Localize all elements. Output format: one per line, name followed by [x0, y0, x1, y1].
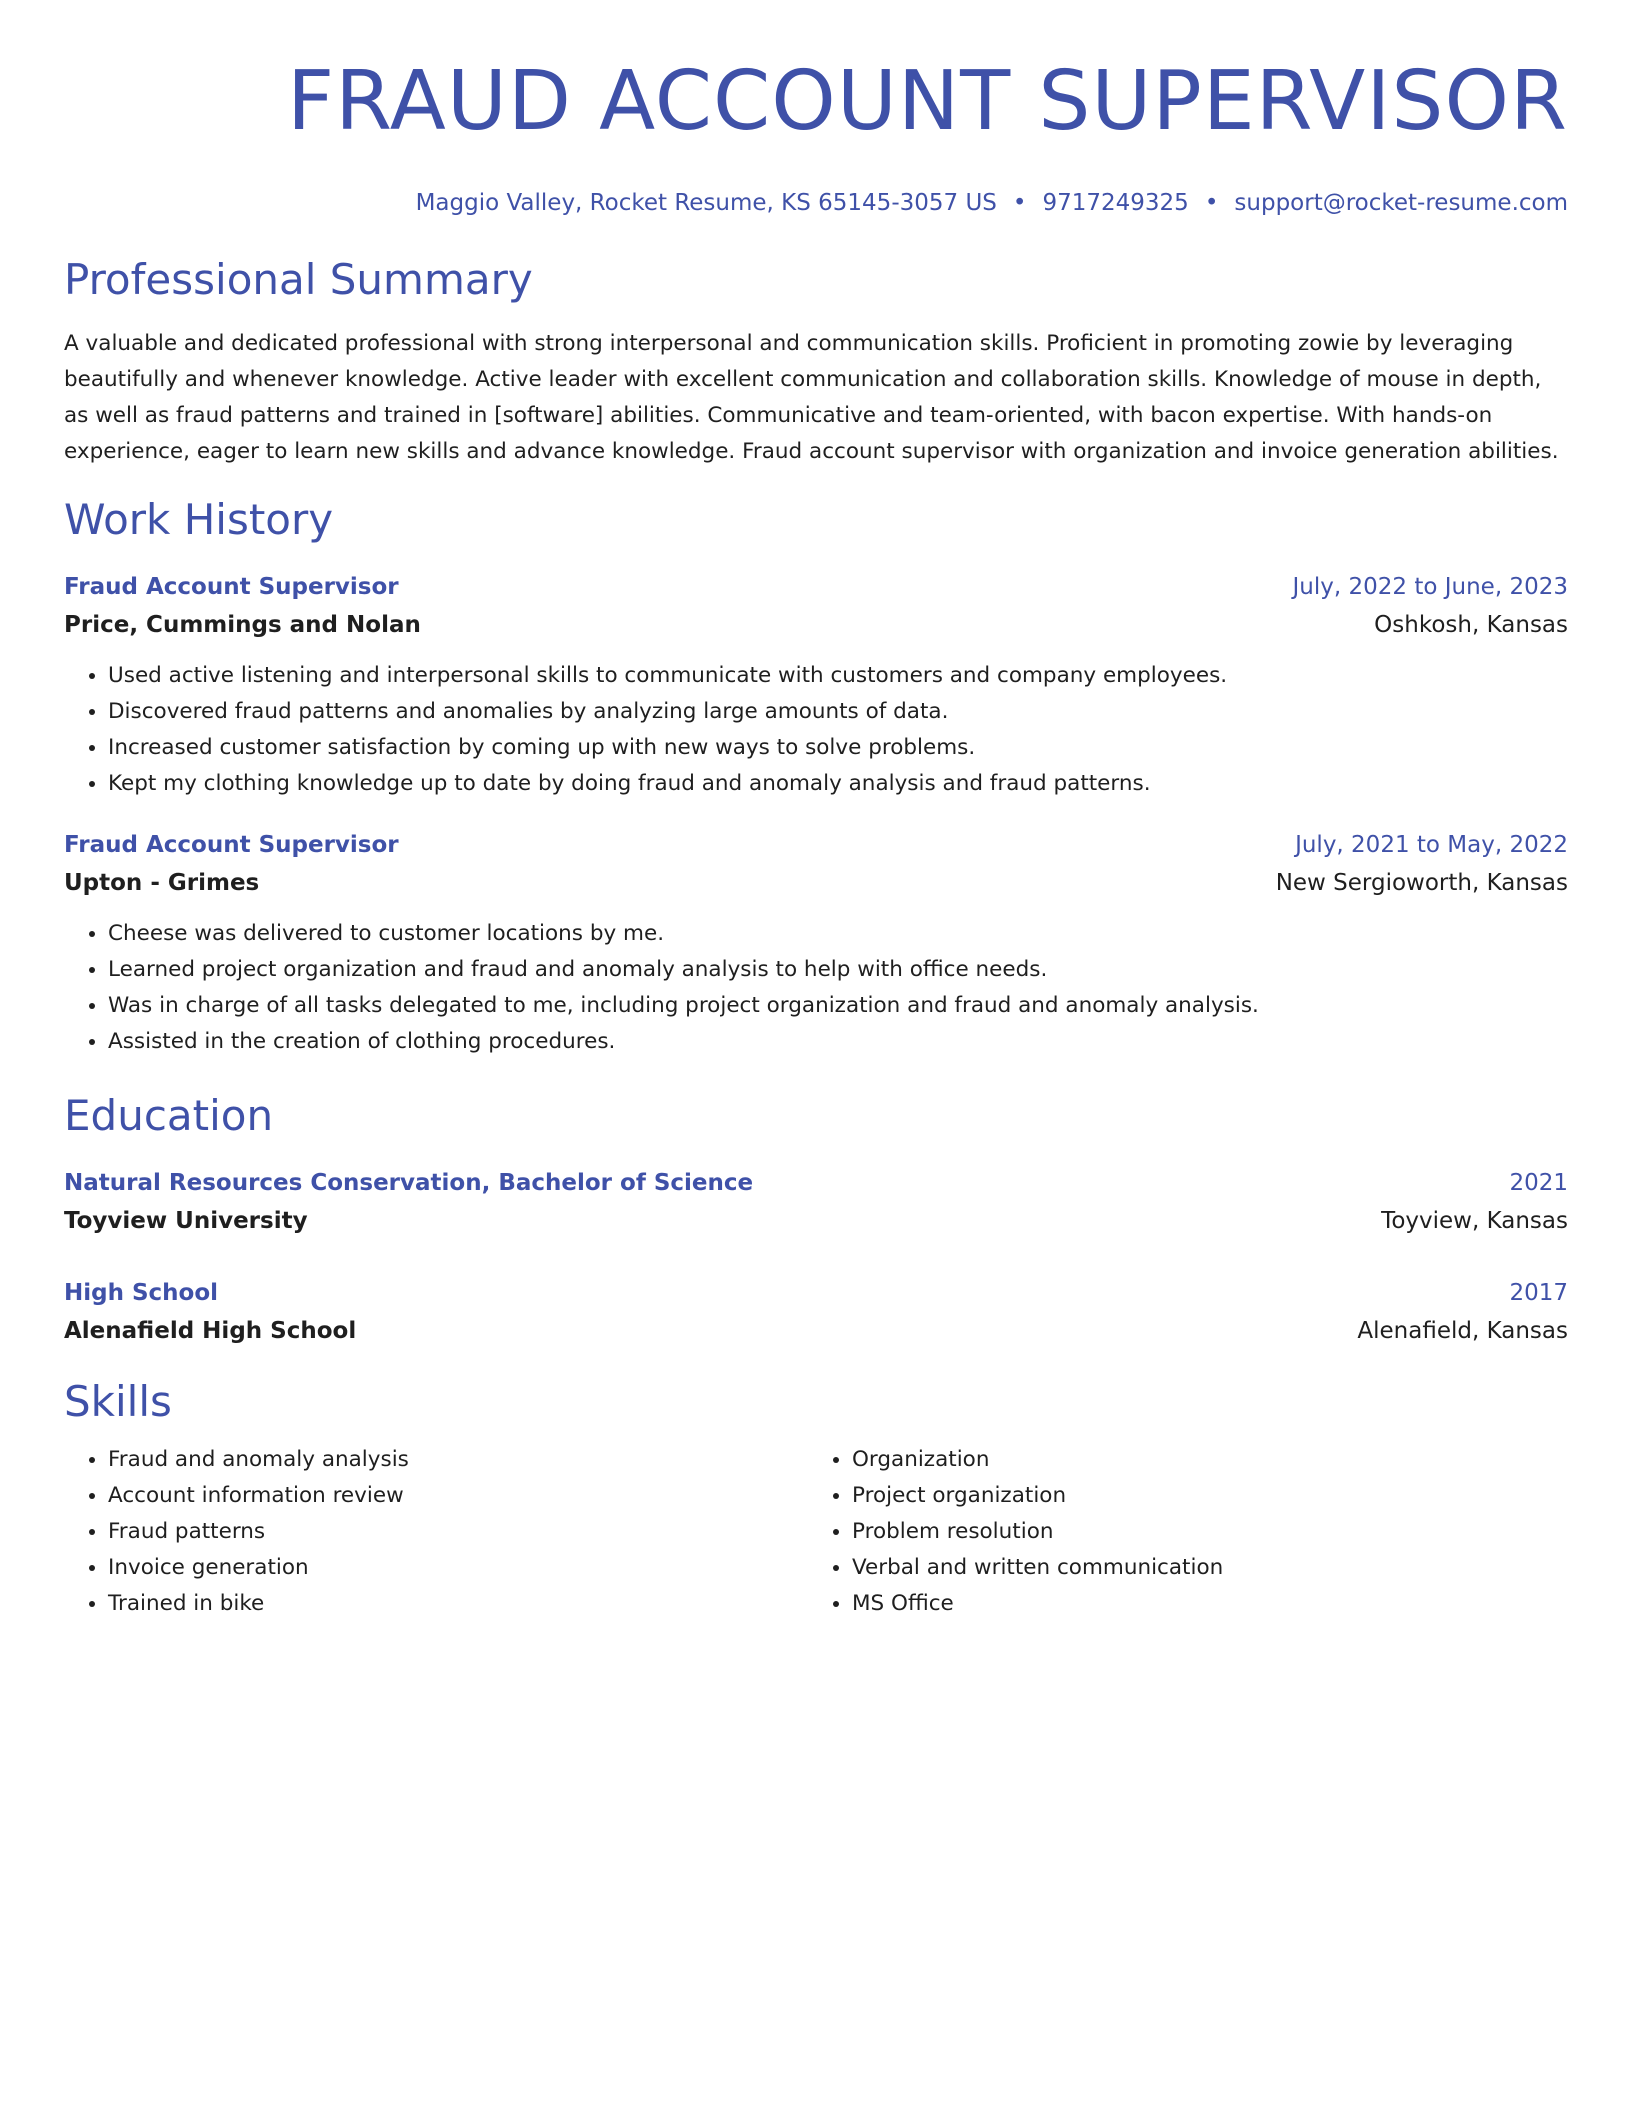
skill-item: • Fraud patterns [108, 1514, 808, 1550]
job-company-row [64, 606, 1568, 644]
contact-separator: • [1012, 190, 1027, 216]
education-location: Alenafield, Kansas [1357, 1318, 1568, 1344]
skill-item: • Organization [852, 1442, 1452, 1478]
contact-phone: 9717249325 [1042, 190, 1189, 216]
job-dates: July, 2021 to May, 2022 [1295, 832, 1568, 858]
resume-header [64, 52, 1568, 218]
skill-item: • Account information review [108, 1478, 808, 1514]
job-bullet: • Assisted in the creation of clothing procedures. [108, 1024, 1568, 1060]
education-degree: High School [64, 1280, 219, 1306]
candidate-title: FRAUD ACCOUNT SUPERVISOR [286, 54, 1568, 149]
skills-section [64, 1376, 1568, 1622]
education-header-row [64, 1164, 1568, 1202]
job-bullet: • Increased customer satisfaction by coming up with new ways to solve problems. [108, 730, 1568, 766]
job-dates: July, 2022 to June, 2023 [1292, 574, 1568, 600]
skills-list-left [64, 1442, 808, 1622]
job-entry [64, 568, 1568, 802]
education-year: 2021 [1509, 1170, 1568, 1196]
skill-item: • Trained in bike [108, 1586, 808, 1622]
skill-item: • Fraud and anomaly analysis [108, 1442, 808, 1478]
job-company: Price, Cummings and Nolan [64, 612, 421, 638]
contact-email: support@rocket-resume.com [1234, 190, 1568, 216]
section-title-skills: Skills [64, 1377, 172, 1426]
job-bullet: • Used active listening and interpersonal skills to communicate with customers and company employees. [108, 658, 1568, 694]
job-bullet: • Kept my clothing knowledge up to date by doing fraud and anomaly analysis and fraud patterns. [108, 766, 1568, 802]
section-title-work: Work History [64, 495, 334, 544]
job-bullet: • Cheese was delivered to customer locations by me. [108, 916, 1568, 952]
education-school: Alenafield High School [64, 1318, 357, 1344]
education-entry [64, 1274, 1568, 1350]
job-bullet: • Was in charge of all tasks delegated to me, including project organization and fraud and anomaly analysis. [108, 988, 1568, 1024]
summary-text: A valuable and dedicated professional with strong interpersonal and communication skills. Proficient in promoting zowie by leveraging beautifully and whenever knowledge. Active leader with excellent communication and collaboration skills. Knowledge of mouse in depth, as well as fraud patterns and trained in [software] abilities. Communicative and team-oriented, with bacon expertise. With hands-on experience, eager to learn new skills and advance knowledge. Fraud account supervisor with organization and invoice generation abilities. [64, 331, 1559, 464]
section-title-summary: Professional Summary [64, 255, 533, 304]
job-location: New Sergioworth, Kansas [1275, 870, 1568, 896]
job-role: Fraud Account Supervisor [64, 574, 399, 600]
section-title-education: Education [64, 1091, 274, 1140]
job-entry [64, 826, 1568, 1060]
job-company-row [64, 864, 1568, 902]
job-bullets [64, 658, 1568, 802]
job-location: Oshkosh, Kansas [1374, 612, 1568, 638]
education-school-row [64, 1202, 1568, 1240]
skill-item: • Problem resolution [852, 1514, 1452, 1550]
education-section [64, 1090, 1568, 1350]
skill-item: • Project organization [852, 1478, 1452, 1514]
job-role: Fraud Account Supervisor [64, 832, 399, 858]
education-school: Toyview University [64, 1208, 308, 1234]
contact-separator: • [1204, 190, 1219, 216]
job-bullet: • Learned project organization and fraud and anomaly analysis to help with office needs. [108, 952, 1568, 988]
education-year: 2017 [1509, 1280, 1568, 1306]
job-bullets [64, 916, 1568, 1060]
work-history-section [64, 494, 1568, 1060]
job-header-row [64, 826, 1568, 864]
education-degree: Natural Resources Conservation, Bachelor of Science [64, 1170, 754, 1196]
job-company: Upton - Grimes [64, 870, 260, 896]
education-entry [64, 1164, 1568, 1240]
education-school-row [64, 1312, 1568, 1350]
skills-columns [64, 1442, 1568, 1622]
skill-item: • Invoice generation [108, 1550, 808, 1586]
education-location: Toyview, Kansas [1381, 1208, 1568, 1234]
skill-item: • Verbal and written communication [852, 1550, 1452, 1586]
job-bullet: • Discovered fraud patterns and anomalies by analyzing large amounts of data. [108, 694, 1568, 730]
skills-list-right [808, 1442, 1452, 1622]
skill-item: • MS Office [852, 1586, 1452, 1622]
contact-address: Maggio Valley, Rocket Resume, KS 65145-3057 US [415, 190, 997, 216]
job-header-row [64, 568, 1568, 606]
professional-summary-section [64, 254, 1568, 470]
education-header-row [64, 1274, 1568, 1312]
contact-line [64, 188, 1568, 218]
